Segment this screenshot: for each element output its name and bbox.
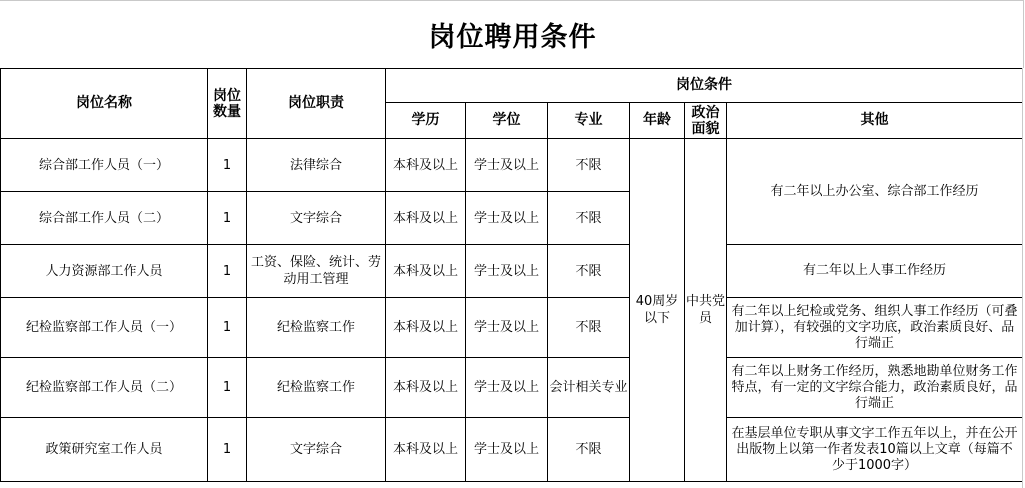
cell-duty: 工资、保险、统计、劳动用工管理 xyxy=(247,245,386,298)
cell-duty: 纪检监察工作 xyxy=(247,358,386,418)
cell-count: 1 xyxy=(208,245,247,298)
table-row xyxy=(1,418,1023,482)
table-row xyxy=(1,245,1023,298)
cell-degree: 学士及以上 xyxy=(466,298,548,358)
cell-name: 综合部工作人员（二） xyxy=(1,192,208,245)
cell-other: 有二年以上财务工作经历，熟悉地勘单位财务工作特点，有一定的文字综合能力，政治素质良好，品行端正 xyxy=(727,358,1023,418)
cell-count: 1 xyxy=(208,192,247,245)
cell-name: 政策研究室工作人员 xyxy=(1,418,208,482)
header-other: 其他 xyxy=(727,103,1023,139)
header-major: 专业 xyxy=(548,103,630,139)
header-political: 政治面貌 xyxy=(685,103,727,139)
cell-education: 本科及以上 xyxy=(386,245,466,298)
cell-major: 不限 xyxy=(548,298,630,358)
cell-name: 人力资源部工作人员 xyxy=(1,245,208,298)
cell-other: 有二年以上人事工作经历 xyxy=(727,245,1023,298)
cell-other-merged: 有二年以上办公室、综合部工作经历 xyxy=(727,139,1023,245)
cell-duty: 纪检监察工作 xyxy=(247,298,386,358)
cell-degree: 学士及以上 xyxy=(466,139,548,192)
header-conditions: 岗位条件 xyxy=(386,69,1023,103)
cell-major: 会计相关专业 xyxy=(548,358,630,418)
cell-education: 本科及以上 xyxy=(386,418,466,482)
cell-education: 本科及以上 xyxy=(386,139,466,192)
cell-count: 1 xyxy=(208,298,247,358)
cell-major: 不限 xyxy=(548,418,630,482)
header-name: 岗位名称 xyxy=(1,69,208,139)
cell-education: 本科及以上 xyxy=(386,192,466,245)
table-row xyxy=(1,298,1023,358)
cell-other: 在基层单位专职从事文字工作五年以上，并在公开出版物上以第一作者发表10篇以上文章（每篇不少于1000字） xyxy=(727,418,1023,482)
cell-major: 不限 xyxy=(548,139,630,192)
cell-major: 不限 xyxy=(548,192,630,245)
cell-duty: 法律综合 xyxy=(247,139,386,192)
cell-major: 不限 xyxy=(548,245,630,298)
cell-degree: 学士及以上 xyxy=(466,192,548,245)
cell-count: 1 xyxy=(208,358,247,418)
cell-duty: 文字综合 xyxy=(247,418,386,482)
cell-degree: 学士及以上 xyxy=(466,358,548,418)
cell-education: 本科及以上 xyxy=(386,358,466,418)
cell-degree: 学士及以上 xyxy=(466,418,548,482)
cell-education: 本科及以上 xyxy=(386,298,466,358)
header-count: 岗位数量 xyxy=(208,69,247,139)
page-title: 岗位聘用条件 xyxy=(428,21,597,53)
cell-age-shared: 40周岁以下 xyxy=(630,139,685,482)
cell-count: 1 xyxy=(208,139,247,192)
cell-other: 有二年以上纪检或党务、组织人事工作经历（可叠加计算），有较强的文字功底，政治素质良好、品行端正 xyxy=(727,298,1023,358)
cell-count: 1 xyxy=(208,418,247,482)
cell-name: 纪检监察部工作人员（二） xyxy=(1,358,208,418)
header-duty: 岗位职责 xyxy=(247,69,386,139)
cell-name: 综合部工作人员（一） xyxy=(1,139,208,192)
table-row xyxy=(1,358,1023,418)
recruitment-table xyxy=(0,68,1023,482)
header-row-1 xyxy=(1,69,1023,103)
cell-degree: 学士及以上 xyxy=(466,245,548,298)
header-degree: 学位 xyxy=(466,103,548,139)
header-age: 年龄 xyxy=(630,103,685,139)
cell-name: 纪检监察部工作人员（一） xyxy=(1,298,208,358)
cell-duty: 文字综合 xyxy=(247,192,386,245)
header-education: 学历 xyxy=(386,103,466,139)
cell-political-shared: 中共党员 xyxy=(685,139,727,482)
table-row xyxy=(1,139,1023,192)
